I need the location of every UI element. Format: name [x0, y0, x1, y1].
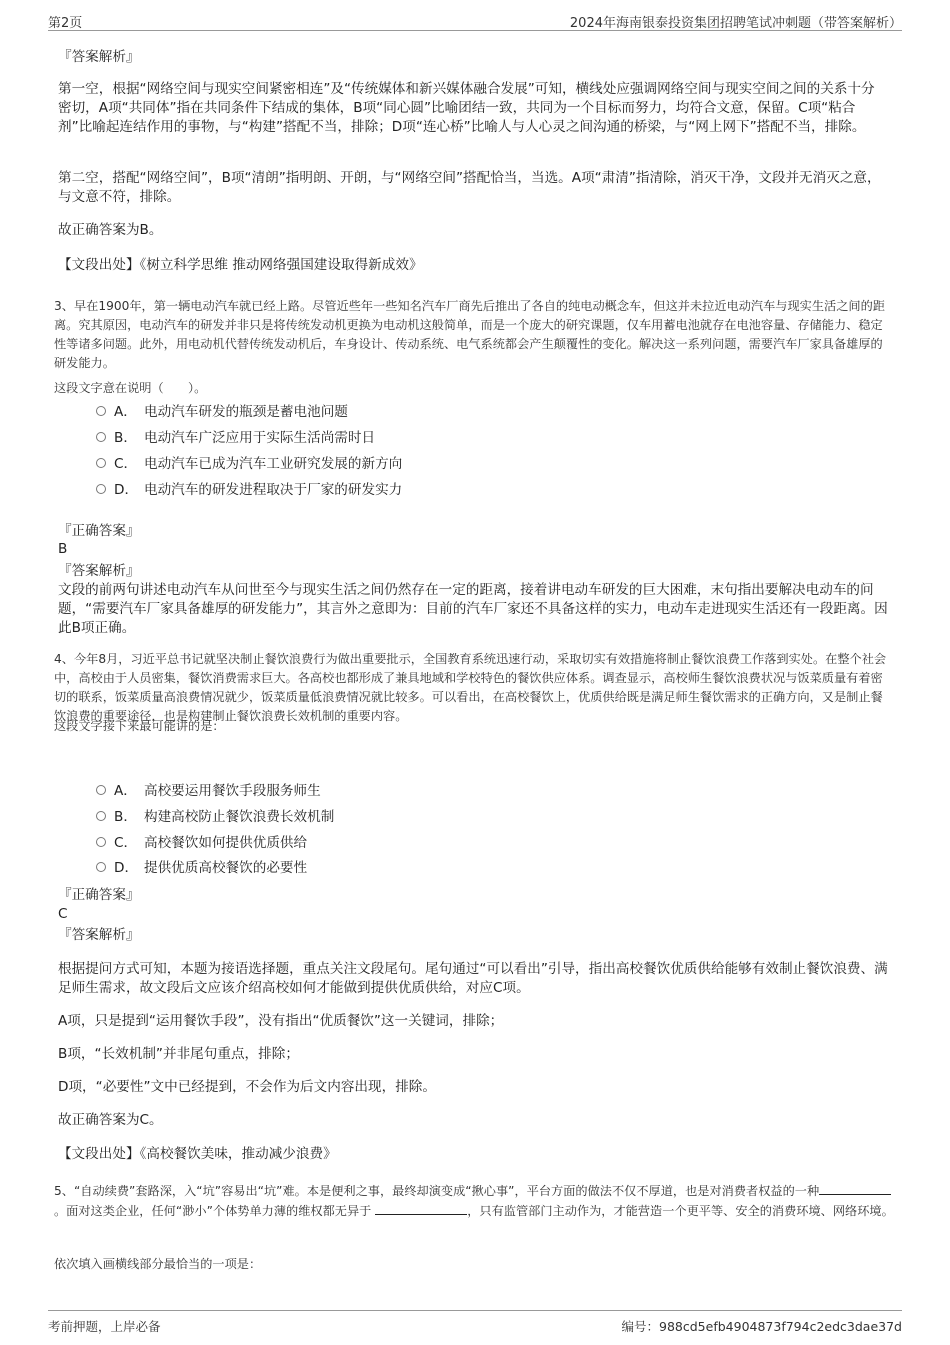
q2-analysis-p2: 第二空，搭配“网络空间”，B项“清朗”指明朗、开朗，与“网络空间”搭配恰当，当选。A项“肃清”指清除，消灭干净，文段并无消灭之意，与文意不符，排除。 [58, 170, 881, 205]
radio-icon[interactable] [96, 811, 106, 821]
radio-icon[interactable] [96, 432, 106, 442]
document-title: 2024年海南银泰投资集团招聘笔试冲刺题（带答案解析） [569, 16, 902, 31]
q2-source-title: 《树立科学思维 推动网络强国建设取得新成效》 [139, 257, 423, 273]
radio-icon[interactable] [96, 862, 106, 872]
q2-source [58, 256, 888, 275]
q4-analysis-p2: A项，只是提到“运用餐饮手段”，没有指出“优质餐饮”这一关键词，排除； [58, 1013, 504, 1029]
radio-icon[interactable] [96, 458, 106, 468]
q2-analysis-label: 『答案解析』 [58, 49, 140, 65]
q4-stem: 4、今年8月，习近平总书记就坚决制止餐饮浪费行为做出重要批示，全国教育系统迅速行动，采取切实有效措施将制止餐饮浪费工作落到实处。在整个社会中，高校由于人员密集，餐饮消费需求巨大。各高校也都形成了兼具地域和学校特色的餐饮供应体系。调查显示，高校师生餐饮浪费状况与饭菜质量有着密切的联系，饭菜质量高浪费情况就少，饭菜质量低浪费情况就比较多。可以看出，在高校餐饮上，优质供给既是满足师生餐饮需求的正确方向，又是制止餐饮浪费的重要途径，也是构建制止餐饮浪费长效机制的重要内容。 [54, 652, 887, 723]
q4-source-label: 【文段出处】 [58, 1146, 140, 1162]
q5-blank-2 [375, 1201, 467, 1215]
page-number: 第2页 [48, 16, 83, 31]
q3-answer: B [58, 541, 68, 557]
page-footer [48, 1310, 902, 1337]
q4-question: 这段文字接下来最可能讲的是： [54, 719, 225, 733]
q3-analysis: 文段的前两句讲述电动汽车从问世至今与现实生活之间仍然存在一定的距离，接着讲电动车研发的巨大困难，末句指出要解决电动车的问题，“需要汽车厂家具备雄厚的研发能力”，其言外之意即为：目前的汽车厂家还不具备这样的实力，电动车走进现实生活还有一段距离。因此B项正确。 [58, 582, 888, 636]
radio-icon[interactable] [96, 484, 106, 494]
q4-option-a[interactable]: A． 高校要运用餐饮手段服务师生 [96, 782, 321, 800]
radio-icon[interactable] [96, 785, 106, 795]
footer-slogan: 考前押题，上岸必备 [48, 1319, 161, 1334]
q4-analysis-label: 『答案解析』 [58, 927, 140, 943]
q3-option-d[interactable]: D． 电动汽车的研发进程取决于厂家的研发实力 [96, 481, 402, 499]
q3-option-a[interactable]: A． 电动汽车研发的瓶颈是蓄电池问题 [96, 403, 348, 421]
q4-answer-label: 『正确答案』 [58, 887, 140, 903]
q3-answer-label: 『正确答案』 [58, 523, 140, 539]
q4-option-d[interactable]: D． 提供优质高校餐饮的必要性 [96, 859, 307, 877]
q2-analysis-p1: 第一空，根据“网络空间与现实空间紧密相连”及“传统媒体和新兴媒体融合发展”可知，横线处应强调网络空间与现实空间之间的关系十分密切，A项“共同体”指在共同条件下结成的集体，B项“同心圆”比喻团结一致，共同为一个目标而努力，均符合文意，保留。C项“粘合剂”比喻起连结作用的事物，与“构建”搭配不当，排除；D项“连心桥”比喻人与人心灵之间沟通的桥梁，与“网上网下”搭配不当，排除。 [58, 81, 875, 135]
q4-analysis-p5: 故正确答案为C。 [58, 1112, 163, 1128]
q3-option-b[interactable]: B． 电动汽车广泛应用于实际生活尚需时日 [96, 429, 375, 447]
q4-source [58, 1145, 888, 1164]
q4-analysis-p3: B项，“长效机制”并非尾句重点，排除； [58, 1046, 299, 1062]
q4-option-c[interactable]: C． 高校餐饮如何提供优质供给 [96, 834, 307, 852]
page-header [48, 8, 902, 31]
radio-icon[interactable] [96, 406, 106, 416]
q5-question: 依次填入画横线部分最恰当的一项是： [54, 1257, 262, 1271]
q5-blank-1 [819, 1181, 891, 1195]
q5-stem: 5、“自动续费”套路深，入“坑”容易出“坑”难。本是便利之事，最终却演变成“揪心事”，平台方面的做法不仅不厚道，也是对消费者权益的一种。面对这类企业，任何“渺小”个体势单力薄的维权都无异于 ，只有监管部门主动作为，才能营造一个更平等、安全的消费环境、网络环境。 [54, 1181, 894, 1221]
q3-analysis-label: 『答案解析』 [58, 563, 140, 579]
q2-source-label: 【文段出处】 [58, 257, 140, 273]
radio-icon[interactable] [96, 837, 106, 847]
q4-analysis-p4: D项，“必要性”文中已经提到，不会作为后文内容出现，排除。 [58, 1079, 436, 1095]
q2-analysis-p3: 故正确答案为B。 [58, 222, 163, 238]
q3-stem: 3、早在1900年，第一辆电动汽车就已经上路。尽管近些年一些知名汽车厂商先后推出了各自的纯电动概念车，但这并未拉近电动汽车与现实生活之间的距离。究其原因，电动汽车的研发并非只是将传统发动机更换为电动机这般简单，而是一个庞大的研究课题，仅车用蓄电池就存在电池容量、存储能力、稳定性等诸多问题。此外，用电动机代替传统发动机后，车身设计、传动系统、电气系统都会产生颠覆性的变化。解决这一系列问题，需要汽车厂家具备雄厚的研发能力。 [54, 299, 885, 370]
q4-option-b[interactable]: B． 构建高校防止餐饮浪费长效机制 [96, 808, 334, 826]
q4-answer: C [58, 906, 68, 922]
document-id: 编号：988cd5efb4904873f794c2edc3dae37d [621, 1319, 902, 1334]
q4-analysis-p1: 根据提问方式可知，本题为接语选择题，重点关注文段尾句。尾句通过“可以看出”引导，指出高校餐饮优质供给能够有效制止餐饮浪费、满足师生需求，故文段后文应该介绍高校如何才能做到提供优质供给，对应C项。 [58, 961, 888, 996]
q3-option-c[interactable]: C． 电动汽车已成为汽车工业研究发展的新方向 [96, 455, 402, 473]
q4-source-title: 《高校餐饮美味，推动减少浪费》 [139, 1146, 337, 1162]
q3-question: 这段文字意在说明（ ）。 [54, 381, 207, 395]
